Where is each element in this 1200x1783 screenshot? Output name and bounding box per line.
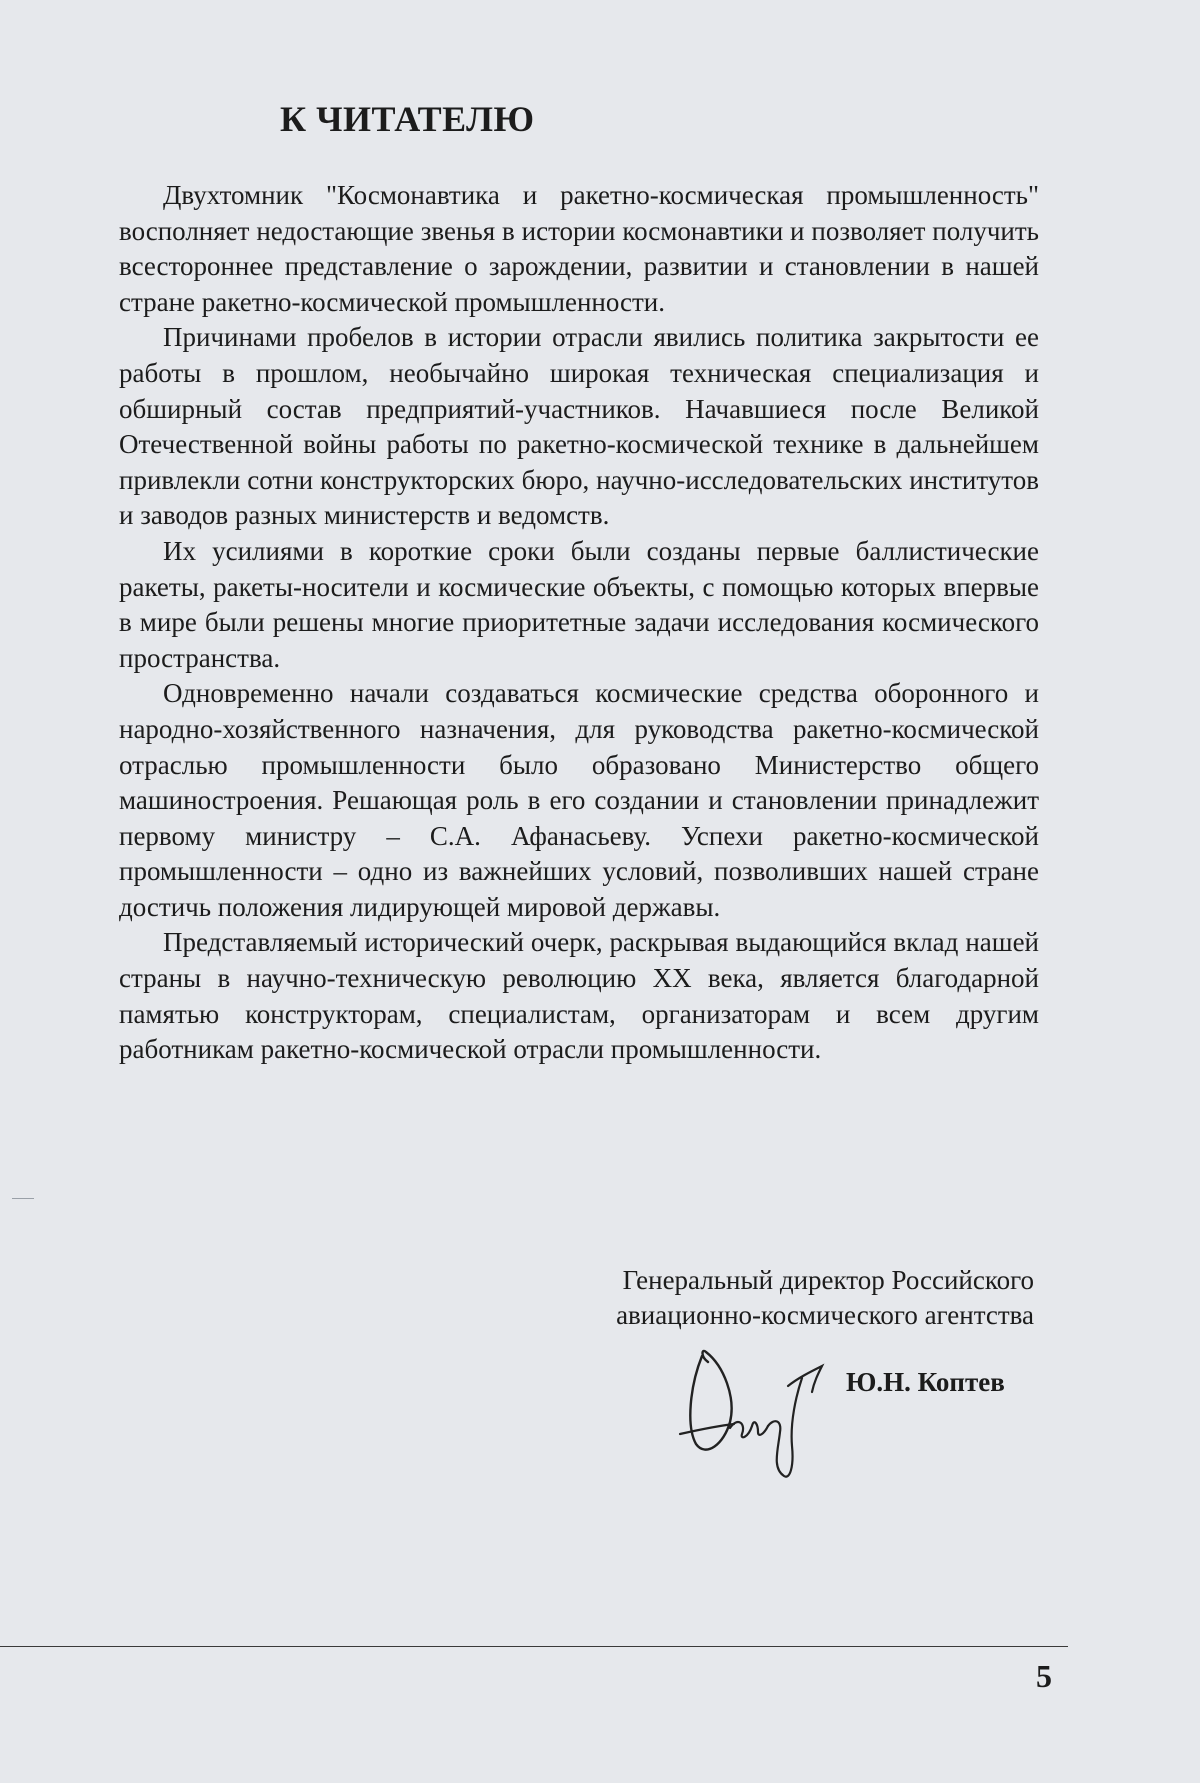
- signature-block: [500, 1263, 1034, 1333]
- page-title: К ЧИТАТЕЛЮ: [280, 99, 535, 139]
- margin-mark: [12, 1198, 34, 1199]
- paragraph-2: Причинами пробелов в истории отрасли явились политика закрытости ее работы в прошлом, необычайно широкая техническая специализация и обширный состав предприятий-участников. Начавшиеся после Великой Отечественной войны работы по ракетно-космической технике в дальнейшем привлекли сотни конструкторских бюро, научно-исследовательских институтов и заводов разных министерств и ведомств.: [119, 322, 1039, 531]
- handwritten-signature: [672, 1326, 842, 1486]
- paragraph-3: Их усилиями в короткие сроки были созданы первые баллистические ракеты, ракеты-носители и космические объекты, с помощью которых впервые в мире были решены многие приоритетные задачи исследования космического пространства.: [119, 535, 1039, 673]
- paragraph-5: Представляемый исторический очерк, раскрывая выдающийся вклад нашей страны в научно-техническую революцию XX века, является благодарной памятью конструкторам, специалистам, организаторам и всем другим работникам ракетно-космической отрасли промышленности.: [119, 927, 1039, 1065]
- paragraph-4: Одновременно начали создаваться космические средства оборонного и народно-хозяйственного назначения, для руководства ракетно-космической отраслью промышленности было образовано Министерство общего машиностроения. Решающая роль в его создании и становлении принадлежит первому министру – С.А. Афанасьеву. Успехи ракетно-космической промышленности – одно из важнейших условий, позволивших нашей стране достичь положения лидирующей мировой державы.: [119, 678, 1039, 922]
- signatory-position-line-1: Генеральный директор Российского: [622, 1265, 1034, 1295]
- page-number: 5: [1036, 1658, 1052, 1694]
- signatory-position-line-2: авиационно-космического агентства: [616, 1300, 1034, 1330]
- footer-rule: [0, 1646, 1068, 1647]
- body-text: [119, 178, 1039, 1068]
- paragraph-1: Двухтомник "Космонавтика и ракетно-космическая промышленность" восполняет недостающие звенья в истории космонавтики и позволяет получить всестороннее представление о зарождении, развитии и становлении в нашей стране ракетно-космической промышленности.: [119, 180, 1039, 317]
- signatory-name: Ю.Н. Коптев: [846, 1367, 1005, 1397]
